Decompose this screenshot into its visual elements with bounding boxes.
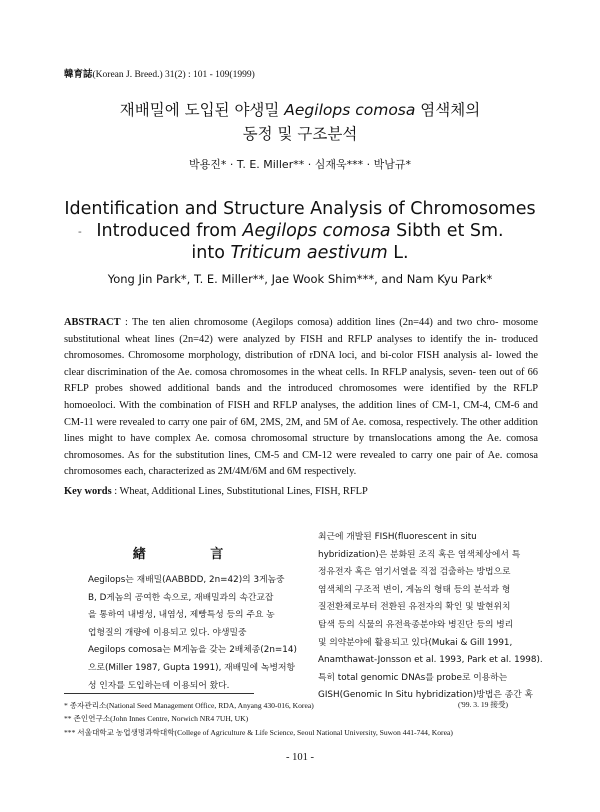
right-line: 질전환체로부터 전환된 유전자의 확인 및 발현위치 <box>318 602 511 613</box>
korean-title-species: Aegilops comosa <box>284 101 416 119</box>
left-line: Aegilops comosa는 M게놈을 갖는 2배체종(2n=14) <box>88 645 297 656</box>
page-number: - 101 - <box>286 752 314 763</box>
abstract-line-4: teen out of 66 RFLP probes showed additional bands and the introduced chromosomes were identified by the <box>64 366 538 395</box>
received-date: ('99. 3. 19 接受) <box>458 700 509 709</box>
abstract <box>64 315 538 481</box>
keywords-text: : Wheat, Additional Lines, Substitutional Lines, FISH, RFLP <box>111 486 368 497</box>
english-title-line3b: L. <box>387 243 409 263</box>
abstract-line-7: The other addition lines might to have complex Ae. comosa chromosomal structure by trnanslocations among <box>64 416 538 445</box>
abstract-line-8: the Ae. comosa chromosomes. As for the substitution lines, CM-5 and CM-12 were revealed to carry one <box>64 433 538 461</box>
left-line: 성 인자를 도입하는데 이용되어 왔다. <box>88 680 230 691</box>
margin-dash: - <box>78 225 82 238</box>
right-line: 염색체의 구조적 변이, 게놈의 형태 등의 분석과 형 <box>318 584 511 595</box>
left-line: 으로(Miller 1987, Gupta 1991), 재배밀에 녹병저항 <box>88 662 295 673</box>
introduction-heading: 緖 言 <box>132 547 254 562</box>
abstract-line-3: lowed the clear discrimination of the Ae. comosa chromosomes in the wheat cells. In RFLP analysis, seven- <box>64 350 538 378</box>
left-line: 업형질의 개량에 이용되고 있다. 야생밀중 <box>88 627 247 638</box>
abstract-line-9: pair of Ae. comosa chromosomes each, characterized as 2M/4M/6M and 6M respectively. <box>64 449 538 478</box>
right-line: Anamthawat-Jonsson et al. 1993, Park et al. 1998). <box>318 655 543 666</box>
right-line: hybridization)은 분화된 조직 혹은 염색체상에서 특 <box>318 549 521 560</box>
abstract-colon: : <box>120 317 132 328</box>
keywords-label: Key words <box>64 486 112 497</box>
english-title-species: Aegilops comosa <box>242 221 391 241</box>
abstract-line-5: RFLP homoeoloci. With the combination of FISH and RFLP analyses, the addition lines of CM-1, CM-4, <box>64 383 538 411</box>
english-title-line1: Identification and Structure Analysis of Chromosomes <box>64 199 536 219</box>
right-line: GISH(Genomic In Situ hybridization)방법은 종간 혹 <box>318 690 534 701</box>
right-column <box>318 529 543 705</box>
journal-abbrev: 韓育誌 <box>64 70 93 80</box>
korean-title <box>0 98 600 146</box>
keywords <box>64 486 538 497</box>
english-authors: Yong Jin Park*, T. E. Miller**, Jae Wook Shim***, and Nam Kyu Park* <box>107 272 493 286</box>
right-line: 정유전자 혹은 염기서열을 직접 검출하는 방법으로 <box>318 567 511 578</box>
korean-title-part2: 염색체의 <box>415 101 481 119</box>
footnote: ** 존인연구소(John Innes Centre, Norwich NR4 7UH, UK) <box>64 714 249 724</box>
right-line: 최근에 개발된 FISH(fluorescent in situ <box>318 532 477 542</box>
abstract-line-2: troduced chromosomes. Chromosome morphology, distribution of rDNA loci, and bi-color FISH analysis al- <box>64 333 538 362</box>
abstract-line-1: mosome substitutional wheat lines (2n=42) were analyzed by FISH and RFLP analyses to identify the in- <box>64 317 538 345</box>
journal-citation <box>64 66 255 80</box>
english-title-line3a: into <box>191 243 231 263</box>
english-title-species2: Triticum aestivum <box>230 243 388 263</box>
english-title-line2b: Sibth et Sm. <box>390 221 504 241</box>
right-line: 탐색 등의 식물의 유전육종분야와 병진단 등의 병리 <box>318 619 514 630</box>
english-title <box>0 198 600 264</box>
korean-title-line2: 동정 및 구조분석 <box>242 125 358 143</box>
right-line: 및 의약분야에 활용되고 있다(Mukai & Gill 1991, <box>318 637 513 648</box>
left-line: Aegilops는 재배밀(AABBDD, 2n=42)의 3게놈중 <box>88 575 285 585</box>
korean-authors: 박용진* · T. E. Miller** · 심재욱*** · 박남규* <box>189 158 411 171</box>
left-line: B, D게놈의 공여한 속으로, 재배밀과의 속간교잡 <box>88 592 274 603</box>
abstract-label: ABSTRACT <box>64 317 121 328</box>
left-line: 을 통하여 내병성, 내염성, 제빵특성 등의 주요 농 <box>88 610 275 621</box>
footnote: * 종자관리소(National Seed Management Office, RDA, Anyang 430-016, Korea) <box>64 701 314 710</box>
korean-title-part1: 재배밀에 도입된 야생밀 <box>119 101 285 119</box>
english-title-line2a: Introduced from <box>96 221 243 241</box>
footnote-divider <box>64 693 254 694</box>
left-column <box>88 572 298 695</box>
footnote: *** 서울대학교 농업생명과학대학(College of Agriculture & Life Science, Seoul National University, Suwon 441-744, Korea) <box>64 727 453 737</box>
abstract-line-6: CM-6 and CM-11 were revealed to carry one pair of 6M, 2MS, 2M, and 5M of Ae. comosa, respectively. <box>64 399 538 428</box>
right-line: 특히 total genomic DNAs를 probe로 이용하는 <box>318 672 508 683</box>
journal-volume-info: (Korean J. Breed.) 31(2) : 101 - 109(1999) <box>92 70 255 80</box>
abstract-line-0: The ten alien chromosome (Aegilops comosa) addition lines (2n=44) and two chro- <box>131 317 499 328</box>
